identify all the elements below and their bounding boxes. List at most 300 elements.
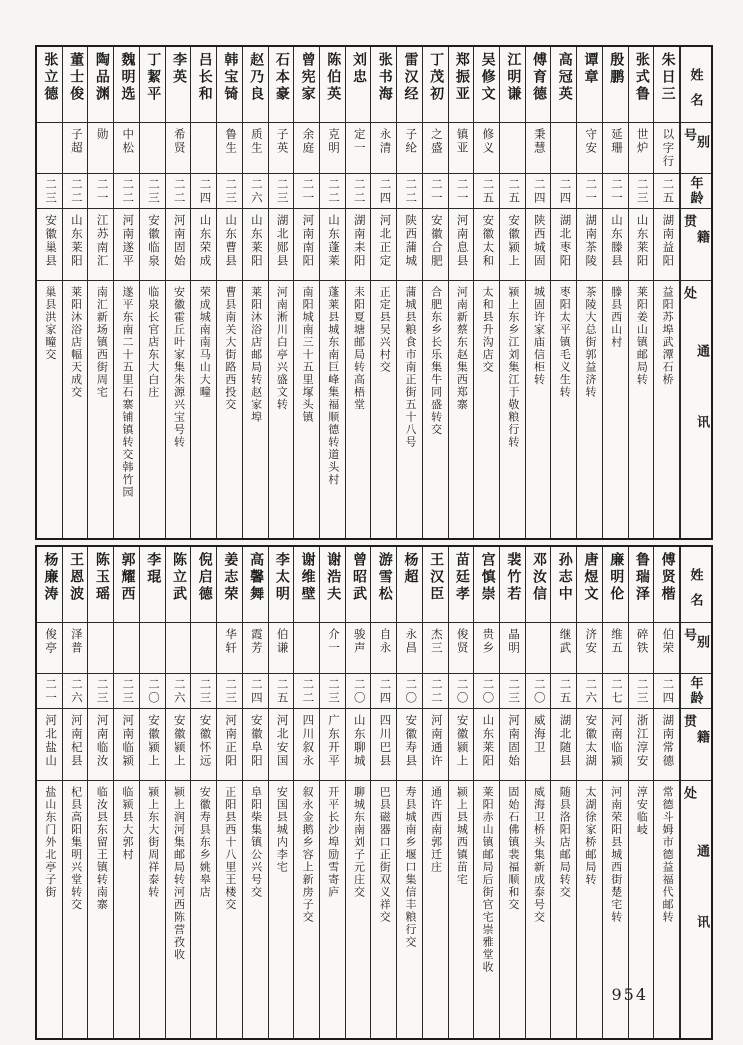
person-address: 城固许家庙信柜转 [532, 286, 545, 386]
person-column [577, 547, 603, 1038]
person-alias: 以字行 [661, 128, 674, 169]
native-place-cell [217, 209, 242, 281]
person-name: 宫慎崇 [479, 552, 495, 603]
address-cell [397, 281, 422, 538]
person-name: 魏明选 [119, 52, 135, 103]
person-column [166, 47, 192, 538]
native-place-cell [114, 709, 139, 781]
address-cell [577, 281, 602, 538]
name-cell [371, 547, 396, 623]
person-age: 二一 [95, 177, 108, 205]
name-cell [320, 547, 345, 623]
age-cell [243, 674, 268, 709]
age-cell [269, 674, 294, 709]
address-cell [423, 281, 448, 538]
alias-cell [140, 123, 165, 174]
person-name: 韩宝锜 [222, 52, 238, 103]
address-cell [474, 281, 499, 538]
person-native-place: 安徽合肥 [429, 214, 442, 268]
person-age: 二五 [558, 677, 571, 705]
native-place-cell [63, 709, 88, 781]
address-cell [320, 281, 345, 538]
address-cell [449, 281, 474, 538]
native-place-cell [371, 709, 396, 781]
person-address: 耒阳夏塘邮局转高梧堂 [352, 286, 365, 411]
alias-cell [629, 623, 654, 674]
alias-cell [243, 123, 268, 174]
person-alias: 之盛 [429, 128, 442, 155]
person-column [191, 547, 217, 1038]
person-native-place: 安徽颍上 [172, 714, 185, 768]
person-column [423, 47, 449, 538]
person-age: 二〇 [532, 677, 545, 705]
person-column [397, 547, 423, 1038]
address-cell [526, 281, 551, 538]
name-cell [114, 547, 139, 623]
person-native-place: 河南固始 [507, 714, 520, 768]
alias-cell [88, 623, 113, 674]
person-address: 合肥东乡长乐集牛同盛转交 [429, 286, 442, 436]
alias-cell [217, 623, 242, 674]
name-cell [217, 547, 242, 623]
person-alias: 晶明 [507, 628, 520, 655]
page-number: 954 [611, 985, 648, 1004]
header-address: 通讯处 [682, 786, 710, 986]
person-native-place: 陕西蒲城 [404, 214, 417, 268]
age-cell [371, 174, 396, 209]
name-cell [191, 547, 216, 623]
age-cell [217, 674, 242, 709]
address-cell [500, 281, 525, 538]
person-column [603, 547, 629, 1038]
alias-cell [140, 623, 165, 674]
person-name: 廉明伦 [608, 552, 624, 603]
person-alias: 余庭 [301, 128, 314, 155]
person-age: 二三 [635, 677, 648, 705]
person-alias: 世炉 [635, 128, 648, 155]
name-cell [371, 47, 396, 123]
person-age: 二二 [121, 177, 134, 205]
age-cell [603, 674, 628, 709]
person-age: 二六 [172, 677, 185, 705]
person-address: 开平长沙埠励雪寄庐 [326, 786, 339, 899]
person-alias: 俊贤 [455, 628, 468, 655]
person-column [551, 47, 577, 538]
name-cell [140, 47, 165, 123]
name-cell [269, 47, 294, 123]
person-age: 二四 [378, 677, 391, 705]
address-cell [603, 281, 628, 538]
person-age: 二三 [121, 677, 134, 705]
address-cell [629, 281, 654, 538]
person-native-place: 河南杞县 [69, 714, 82, 768]
person-name: 吴修文 [479, 52, 495, 103]
alias-cell [397, 123, 422, 174]
person-native-place: 河北正定 [378, 214, 391, 268]
person-address: 正阳县西十八里王楼交 [223, 786, 236, 911]
person-alias: 秉慧 [532, 128, 545, 155]
address-cell [269, 281, 294, 538]
name-cell [449, 547, 474, 623]
person-column [114, 47, 140, 538]
address-cell [217, 781, 242, 1038]
alias-cell [37, 623, 62, 674]
person-native-place: 广东开平 [327, 714, 340, 768]
person-name: 张式鲁 [633, 52, 649, 103]
native-place-cell [603, 709, 628, 781]
person-native-place: 四川巴县 [378, 714, 391, 768]
address-cell [114, 781, 139, 1038]
person-age: 二二 [69, 177, 82, 205]
person-name: 李英 [170, 52, 186, 86]
person-column [577, 47, 603, 538]
person-native-place: 湖南益阳 [661, 214, 674, 268]
person-age: 二一 [44, 677, 57, 705]
alias-cell [526, 123, 551, 174]
person-age: 二四 [198, 177, 211, 205]
alias-cell [654, 123, 679, 174]
alias-cell [603, 623, 628, 674]
native-place-cell [294, 709, 319, 781]
person-address: 威海卫桥头集新成泰号交 [532, 786, 545, 924]
age-cell [371, 674, 396, 709]
person-name: 苗廷孝 [453, 552, 469, 603]
header-native-cell [681, 209, 711, 281]
person-name: 朱日三 [659, 52, 675, 103]
person-age: 二三 [224, 677, 237, 705]
person-alias: 勋 [95, 128, 108, 142]
person-address: 茶陵大总街郭益济转 [583, 286, 596, 399]
alias-cell [320, 123, 345, 174]
person-column [500, 547, 526, 1038]
age-cell [217, 174, 242, 209]
native-place-cell [166, 709, 191, 781]
person-alias: 永清 [378, 128, 391, 155]
person-column [346, 47, 372, 538]
person-age: 二四 [661, 677, 674, 705]
person-address: 太湖徐家桥邮局转 [583, 786, 596, 886]
person-address: 常德斗姆市德益福代邮转 [661, 786, 674, 924]
age-cell [654, 174, 679, 209]
person-column [371, 47, 397, 538]
age-cell [37, 174, 62, 209]
person-address: 安国县城内李宅 [275, 786, 288, 874]
age-cell [423, 174, 448, 209]
alias-cell [577, 623, 602, 674]
native-place-cell [346, 209, 371, 281]
age-cell [500, 174, 525, 209]
alias-cell [191, 623, 216, 674]
age-cell [191, 174, 216, 209]
alias-cell [269, 123, 294, 174]
person-native-place: 安徽颍上 [147, 714, 160, 768]
person-address: 颍上东乡江刘集江于敬粮行转 [506, 286, 519, 449]
person-alias: 自永 [378, 628, 391, 655]
header-address: 通讯处 [682, 286, 710, 486]
name-cell [577, 547, 602, 623]
person-address: 阜阳柴集镇公兴号交 [249, 786, 262, 899]
person-column [140, 547, 166, 1038]
person-age: 二三 [507, 677, 520, 705]
name-cell [603, 547, 628, 623]
person-native-place: 安徽颍上 [507, 214, 520, 268]
address-cell [166, 281, 191, 538]
person-age: 二五 [661, 177, 674, 205]
person-name: 石本豪 [273, 52, 289, 103]
native-place-cell [269, 709, 294, 781]
header-age-cell [681, 674, 711, 709]
alias-cell [88, 123, 113, 174]
address-cell [243, 281, 268, 538]
person-column [269, 547, 295, 1038]
person-address: 淳安临岐 [635, 786, 648, 836]
directory-table-upper [35, 45, 713, 540]
alias-cell [577, 123, 602, 174]
alias-cell [423, 123, 448, 174]
native-place-cell [526, 209, 551, 281]
name-cell [474, 547, 499, 623]
person-alias: 希贤 [172, 128, 185, 155]
person-native-place: 陕西城固 [532, 214, 545, 268]
header-address-cell [681, 281, 711, 538]
person-column [500, 47, 526, 538]
person-alias: 子英 [275, 128, 288, 155]
name-cell [269, 547, 294, 623]
name-cell [243, 47, 268, 123]
person-name: 吕长和 [196, 52, 212, 103]
age-cell [526, 174, 551, 209]
address-cell [526, 781, 551, 1038]
person-name: 谢浩夫 [325, 552, 341, 603]
person-alias: 泽普 [69, 628, 82, 655]
address-cell [217, 281, 242, 538]
address-cell [371, 281, 396, 538]
header-native-cell [681, 709, 711, 781]
page-sheet [35, 45, 713, 1045]
person-native-place: 安徽临泉 [147, 214, 160, 268]
header-native: 籍贯 [682, 714, 710, 759]
native-place-cell [191, 709, 216, 781]
person-name: 江明谦 [505, 52, 521, 103]
person-alias: 修义 [481, 128, 494, 155]
person-name: 郑振亚 [453, 52, 469, 103]
person-age: 二一 [609, 177, 622, 205]
person-native-place: 河北盐山 [44, 714, 57, 768]
address-cell [346, 281, 371, 538]
person-address: 临汝县东留王镇转南寨 [95, 786, 108, 911]
person-native-place: 湖北郧县 [275, 214, 288, 268]
person-name: 李琨 [145, 552, 161, 586]
person-native-place: 湖南耒阳 [352, 214, 365, 268]
alias-cell [346, 123, 371, 174]
age-cell [269, 174, 294, 209]
person-address: 荣成城南南马山大疃 [198, 286, 211, 399]
person-address: 河南淅川白亭兴盛文转 [275, 286, 288, 411]
native-place-cell [449, 209, 474, 281]
address-cell [551, 281, 576, 538]
alias-cell [294, 623, 319, 674]
person-name: 郭耀西 [119, 552, 135, 603]
address-cell [269, 781, 294, 1038]
age-cell [577, 174, 602, 209]
name-cell [88, 547, 113, 623]
name-cell [88, 47, 113, 123]
person-native-place: 河南南阳 [301, 214, 314, 268]
person-name: 张书海 [376, 52, 392, 103]
native-place-cell [500, 709, 525, 781]
person-age: 二二 [429, 677, 442, 705]
person-age: 二四 [249, 677, 262, 705]
person-native-place: 河南遂平 [121, 214, 134, 268]
header-column [680, 47, 711, 538]
native-place-cell [423, 209, 448, 281]
person-name: 董士俊 [68, 52, 84, 103]
person-native-place: 安徽颍上 [455, 714, 468, 768]
alias-cell [423, 623, 448, 674]
alias-cell [500, 123, 525, 174]
person-address: 太和县升沟店交 [481, 286, 494, 374]
person-column [217, 47, 243, 538]
person-name: 丁茂初 [428, 52, 444, 103]
address-cell [423, 781, 448, 1038]
person-age: 二三 [95, 677, 108, 705]
age-cell [346, 174, 371, 209]
native-place-cell [577, 209, 602, 281]
person-column [63, 47, 89, 538]
native-place-cell [551, 709, 576, 781]
person-address: 寿县城南乡堰口集信丰粮行交 [403, 786, 416, 949]
age-cell [166, 174, 191, 209]
person-native-place: 山东莱阳 [635, 214, 648, 268]
native-place-cell [500, 209, 525, 281]
age-cell [294, 674, 319, 709]
header-name: 姓名 [688, 568, 704, 618]
person-age: 二三 [147, 177, 160, 205]
alias-cell [474, 623, 499, 674]
person-name: 姜志荣 [222, 552, 238, 603]
person-name: 曾宪家 [299, 52, 315, 103]
person-native-place: 四川叙永 [301, 714, 314, 768]
person-column [371, 547, 397, 1038]
person-age: 二三 [198, 677, 211, 705]
native-place-cell [474, 209, 499, 281]
person-column [269, 47, 295, 538]
alias-cell [629, 123, 654, 174]
address-cell [346, 781, 371, 1038]
person-column [551, 547, 577, 1038]
person-name: 陈伯英 [325, 52, 341, 103]
person-age: 二五 [481, 177, 494, 205]
alias-cell [346, 623, 371, 674]
person-alias: 维五 [609, 628, 622, 655]
person-column [114, 547, 140, 1038]
person-native-place: 河南临颍 [121, 714, 134, 768]
age-cell [114, 174, 139, 209]
native-place-cell [577, 709, 602, 781]
person-age: 二三 [44, 177, 57, 205]
person-column [294, 47, 320, 538]
native-place-cell [397, 209, 422, 281]
alias-cell [397, 623, 422, 674]
person-address: 通许西南郭迁庄 [429, 786, 442, 874]
native-place-cell [423, 709, 448, 781]
native-place-cell [629, 709, 654, 781]
person-column [629, 47, 655, 538]
person-name: 殷鹏 [608, 52, 624, 86]
person-native-place: 湖南常德 [661, 714, 674, 768]
alias-cell [63, 123, 88, 174]
person-name: 裴竹若 [505, 552, 521, 603]
person-address: 莱阳赤山镇邮局后街官宅崇雅堂收 [481, 786, 494, 974]
native-place-cell [551, 209, 576, 281]
person-address: 蒲城县粮食市南正街五十八号 [403, 286, 416, 449]
person-native-place: 河南息县 [455, 214, 468, 268]
age-cell [140, 674, 165, 709]
person-native-place: 河南正阳 [224, 714, 237, 768]
age-cell [551, 174, 576, 209]
person-age: 二二 [301, 677, 314, 705]
native-place-cell [88, 709, 113, 781]
person-name: 高冠英 [556, 52, 572, 103]
native-place-cell [654, 709, 679, 781]
person-column [474, 47, 500, 538]
person-native-place: 河南通许 [429, 714, 442, 768]
age-cell [397, 674, 422, 709]
alias-cell [166, 123, 191, 174]
native-place-cell [37, 209, 62, 281]
alias-cell [294, 123, 319, 174]
alias-cell [37, 123, 62, 174]
person-name: 杨廉涛 [42, 552, 58, 603]
name-cell [654, 547, 679, 623]
name-cell [114, 47, 139, 123]
alias-cell [500, 623, 525, 674]
name-cell [423, 47, 448, 123]
native-place-cell [654, 209, 679, 281]
native-place-cell [217, 709, 242, 781]
name-cell [551, 47, 576, 123]
person-age: 二一 [301, 177, 314, 205]
name-cell [346, 547, 371, 623]
person-age: 二二 [327, 177, 340, 205]
person-column [217, 547, 243, 1038]
native-place-cell [243, 209, 268, 281]
person-address: 莱阳沐浴店邮局转赵家埠 [249, 286, 262, 424]
person-name: 曾昭武 [351, 552, 367, 603]
address-cell [577, 781, 602, 1038]
person-name: 傅育德 [531, 52, 547, 103]
age-cell [423, 674, 448, 709]
person-address: 聊城东南刘子元庄交 [352, 786, 365, 899]
person-alias: 子纶 [404, 128, 417, 155]
person-alias: 守安 [584, 128, 597, 155]
person-name: 游雪松 [376, 552, 392, 603]
person-native-place: 湖北枣阳 [558, 214, 571, 268]
person-name: 谢维壁 [299, 552, 315, 603]
name-cell [577, 47, 602, 123]
address-cell [320, 781, 345, 1038]
name-cell [423, 547, 448, 623]
person-age: 二四 [532, 177, 545, 205]
name-cell [654, 47, 679, 123]
person-native-place: 威海卫 [532, 714, 545, 755]
person-address: 随县洛阳店邮局转交 [558, 786, 571, 899]
name-cell [191, 47, 216, 123]
person-column [320, 547, 346, 1038]
person-name: 孙志中 [556, 552, 572, 603]
person-name: 雷汉经 [402, 52, 418, 103]
person-column [526, 47, 552, 538]
